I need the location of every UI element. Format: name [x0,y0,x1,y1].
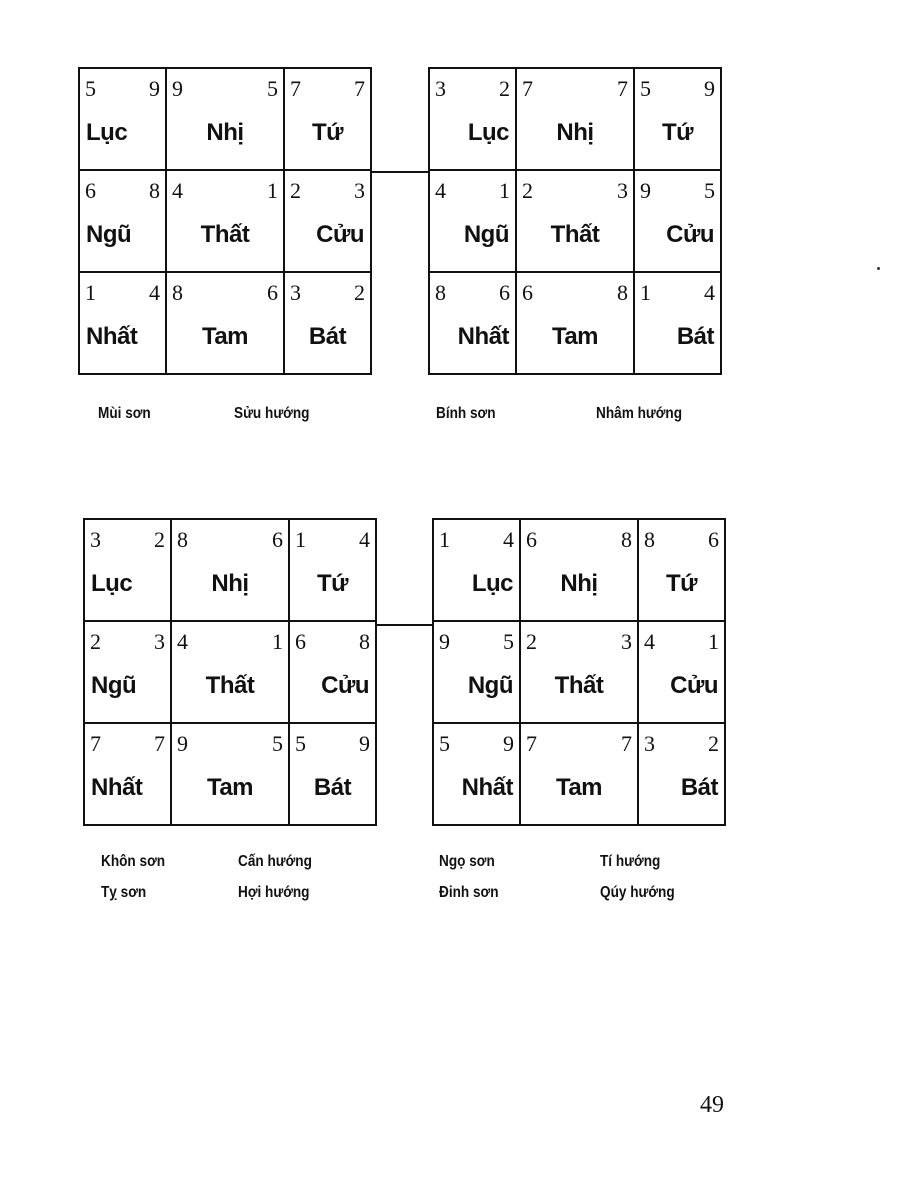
grid-cell [290,622,377,724]
grid-cell [635,69,722,171]
right-star: 2 [154,527,165,552]
right-star: 9 [503,731,514,756]
grid-cell [85,622,172,724]
palace-name: Nhất [457,323,509,350]
palace-name: Thất [554,672,604,699]
palace-name: Lục [471,570,513,597]
grid-cell [80,69,167,171]
palace-name: Nhị [556,119,594,146]
palace-name: Nhất [91,774,143,801]
right-star: 1 [272,629,283,654]
grid-connector-line [377,624,434,626]
palace-name: Bát [680,774,718,801]
left-star: 1 [439,527,450,552]
palace-name: Ngũ [467,672,513,699]
palace-name: Bát [308,323,347,350]
right-star: 3 [354,178,365,203]
left-star: 1 [85,280,96,305]
palace-name: Nhị [211,570,249,597]
right-star: 1 [267,178,278,203]
grid-cell [430,69,517,171]
palace-name: Nhị [206,119,244,146]
palace-name: Bát [313,774,352,801]
right-star: 2 [354,280,365,305]
right-star: 9 [149,76,160,101]
caption: Hợi hướng [238,884,310,901]
left-star: 8 [644,527,655,552]
grid-cell [167,171,285,273]
palace-name: Ngũ [91,672,137,699]
palace-name: Tứ [311,119,344,146]
palace-name: Bát [676,323,714,350]
grid-cell [172,520,290,622]
left-star: 9 [439,629,450,654]
palace-name: Tứ [665,570,698,597]
right-star: 8 [149,178,160,203]
right-star: 3 [154,629,165,654]
right-star: 5 [272,731,283,756]
left-star: 4 [644,629,655,654]
grid-cell [517,273,635,375]
caption: Đinh sơn [439,884,499,901]
right-star: 6 [708,527,719,552]
palace-name: Tam [201,323,249,350]
caption: Tí hướng [600,853,661,870]
caption: Qúy hướng [600,884,675,901]
right-star: 5 [267,76,278,101]
right-star: 3 [617,178,628,203]
grid-cell [167,69,285,171]
palace-name: Thất [200,221,250,248]
left-star: 1 [295,527,306,552]
left-star: 6 [85,178,96,203]
palace-name: Nhị [560,570,598,597]
left-star: 8 [177,527,188,552]
grid-cell [517,171,635,273]
left-star: 6 [526,527,537,552]
grid-cell [285,69,372,171]
left-star: 7 [522,76,533,101]
grid-cell [80,171,167,273]
left-star: 6 [295,629,306,654]
palace-name: Ngũ [86,221,132,248]
right-star: 1 [708,629,719,654]
right-star: 2 [499,76,510,101]
left-star: 8 [435,280,446,305]
palace-name: Tam [555,774,603,801]
palace-name: Lục [86,119,128,146]
right-star: 5 [503,629,514,654]
grid-cell [85,520,172,622]
palace-name: Cửu [316,221,364,248]
left-star: 5 [85,76,96,101]
flying-star-grid-4 [432,518,726,826]
grid-cell [434,622,521,724]
right-star: 4 [149,280,160,305]
right-star: 7 [154,731,165,756]
grid-cell [430,273,517,375]
right-star: 7 [621,731,632,756]
right-star: 7 [617,76,628,101]
caption: Tỵ sơn [101,884,147,901]
right-star: 6 [499,280,510,305]
grid-cell [434,520,521,622]
left-star: 7 [290,76,301,101]
right-star: 5 [704,178,715,203]
palace-name: Tam [206,774,254,801]
grid-cell [430,171,517,273]
palace-name: Lục [467,119,509,146]
grid-cell [635,273,722,375]
left-star: 7 [526,731,537,756]
right-star: 4 [704,280,715,305]
left-star: 4 [435,178,446,203]
left-star: 3 [290,280,301,305]
grid-cell [290,724,377,826]
flying-star-grid-3 [83,518,377,826]
left-star: 7 [90,731,101,756]
left-star: 9 [640,178,651,203]
grid-cell [434,724,521,826]
left-star: 3 [644,731,655,756]
grid-cell [172,724,290,826]
left-star: 1 [640,280,651,305]
grid-cell [521,520,639,622]
flying-star-grid-2 [428,67,722,375]
left-star: 6 [522,280,533,305]
caption: Ngọ sơn [439,853,495,870]
left-star: 2 [290,178,301,203]
flying-star-grid-1 [78,67,372,375]
left-star: 5 [295,731,306,756]
caption: Nhâm hướng [596,405,683,422]
palace-name: Tam [551,323,599,350]
grid-cell [639,724,726,826]
grid-cell [290,520,377,622]
right-star: 8 [359,629,370,654]
grid-cell [285,273,372,375]
right-star: 6 [272,527,283,552]
palace-name: Cửu [670,672,718,699]
palace-name: Ngũ [463,221,509,248]
left-star: 2 [90,629,101,654]
left-star: 2 [526,629,537,654]
grid-cell [172,622,290,724]
left-star: 4 [172,178,183,203]
right-star: 8 [617,280,628,305]
left-star: 5 [439,731,450,756]
caption: Bính sơn [436,405,496,422]
grid-cell [635,171,722,273]
grid-cell [639,520,726,622]
right-star: 4 [503,527,514,552]
left-star: 3 [90,527,101,552]
right-star: 3 [621,629,632,654]
palace-name: Nhất [86,323,138,350]
palace-name: Lục [91,570,133,597]
left-star: 9 [172,76,183,101]
caption: Cấn hướng [238,853,312,870]
grid-cell [639,622,726,724]
left-star: 5 [640,76,651,101]
right-star: 2 [708,731,719,756]
left-star: 3 [435,76,446,101]
right-star: 8 [621,527,632,552]
page-number: 49 [700,1092,724,1118]
left-star: 9 [177,731,188,756]
right-star: 7 [354,76,365,101]
palace-name: Tứ [316,570,349,597]
grid-cell [80,273,167,375]
grid-cell [517,69,635,171]
grid-cell [85,724,172,826]
left-star: 4 [177,629,188,654]
caption: Mùi sơn [98,405,151,422]
grid-cell [167,273,285,375]
grid-connector-line [372,171,430,173]
caption: Sửu hướng [234,405,310,422]
palace-name: Tứ [661,119,694,146]
palace-name: Cửu [666,221,714,248]
scan-speck [877,267,880,270]
right-star: 1 [499,178,510,203]
left-star: 2 [522,178,533,203]
caption: Khôn sơn [101,853,166,870]
palace-name: Nhất [461,774,513,801]
palace-name: Thất [550,221,600,248]
grid-cell [521,724,639,826]
palace-name: Thất [205,672,255,699]
left-star: 8 [172,280,183,305]
grid-cell [521,622,639,724]
grid-cell [285,171,372,273]
palace-name: Cửu [321,672,369,699]
right-star: 4 [359,527,370,552]
right-star: 9 [704,76,715,101]
right-star: 9 [359,731,370,756]
right-star: 6 [267,280,278,305]
